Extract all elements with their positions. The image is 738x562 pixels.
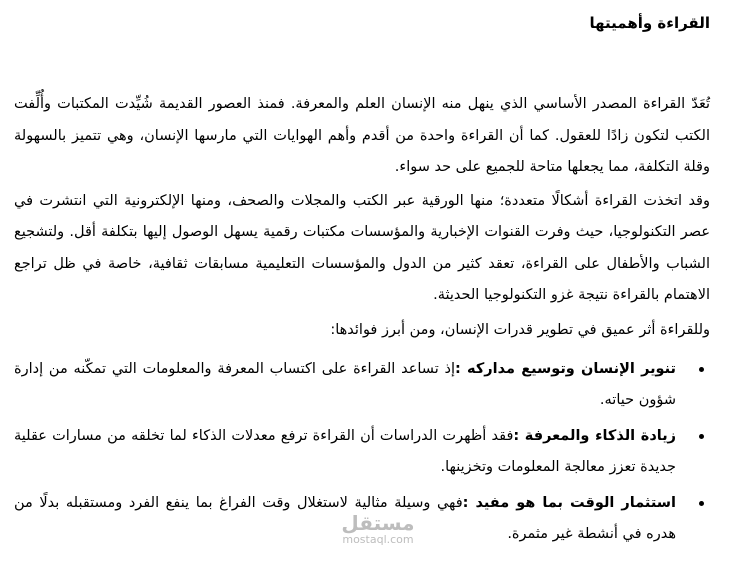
- benefit-text: فقد أظهرت الدراسات أن القراءة ترفع معدلات الذكاء لما تخلقه من مسارات عقلية جديدة تعزز معالجة المعلومات وتخزينها.: [14, 428, 676, 475]
- watermark-latin: mostaql.com: [342, 533, 414, 546]
- bullet-icon: [699, 367, 704, 372]
- watermark-arabic: مستقل: [341, 511, 415, 535]
- bullet-icon: [699, 501, 704, 506]
- bullet-icon: [699, 434, 704, 439]
- list-item: [14, 488, 676, 549]
- benefits-list: [14, 354, 710, 549]
- benefit-text: فهي وسيلة مثالية لاستغلال وقت الفراغ بما ينفع الفرد ومستقبله بدلًا من هدره في أنشطة غير مثمرة.: [14, 495, 676, 542]
- benefit-heading: تنوير الإنسان وتوسيع مداركه :: [455, 361, 676, 377]
- list-item: [14, 354, 676, 415]
- benefit-heading: استثمار الوقت بما هو مفيد :: [462, 495, 676, 511]
- paragraph-intro: تُعَدّ القراءة المصدر الأساسي الذي ينهل منه الإنسان العلم والمعرفة. فمنذ العصور القديمة شُيِّدت المكتبات وأُلِّفت الكتب لتكون زادًا للعقول. كما أن القراءة واحدة من أقدم وأهم الهوايات التي مارسها الإنسان، وهي تتميز بالسهولة وقلة التكلفة، مما يجعلها متاحة للجميع على حد سواء.: [14, 96, 710, 175]
- benefit-text: إذ تساعد القراءة على اكتساب المعرفة والمعلومات التي تمكّنه من إدارة شؤون حياته.: [14, 361, 676, 408]
- paragraph-forms: وقد اتخذت القراءة أشكالًا متعددة؛ منها الورقية عبر الكتب والمجلات والصحف، ومنها الإلكترونية التي انتشرت في عصر التكنولوجيا، حيث وفرت القنوات الإخبارية والمؤسسات مكتبات رقمية يسهل الوصول إليها بتكلفة أقل. ولتشجيع الشباب والأطفال على القراءة، تعقد كثير من الدول والمؤسسات التعليمية مسابقات ثقافية، خاصة في ظل تراجع الاهتمام بالقراءة نتيجة غزو التكنولوجيا الحديثة.: [14, 192, 710, 303]
- paragraph-benefits-intro: وللقراءة أثر عميق في تطوير قدرات الإنسان، ومن أبرز فوائدها:: [330, 321, 710, 338]
- document-title: القراءة وأهميتها: [589, 14, 710, 32]
- list-item: [14, 421, 676, 482]
- benefit-heading: زيادة الذكاء والمعرفة :: [513, 428, 677, 444]
